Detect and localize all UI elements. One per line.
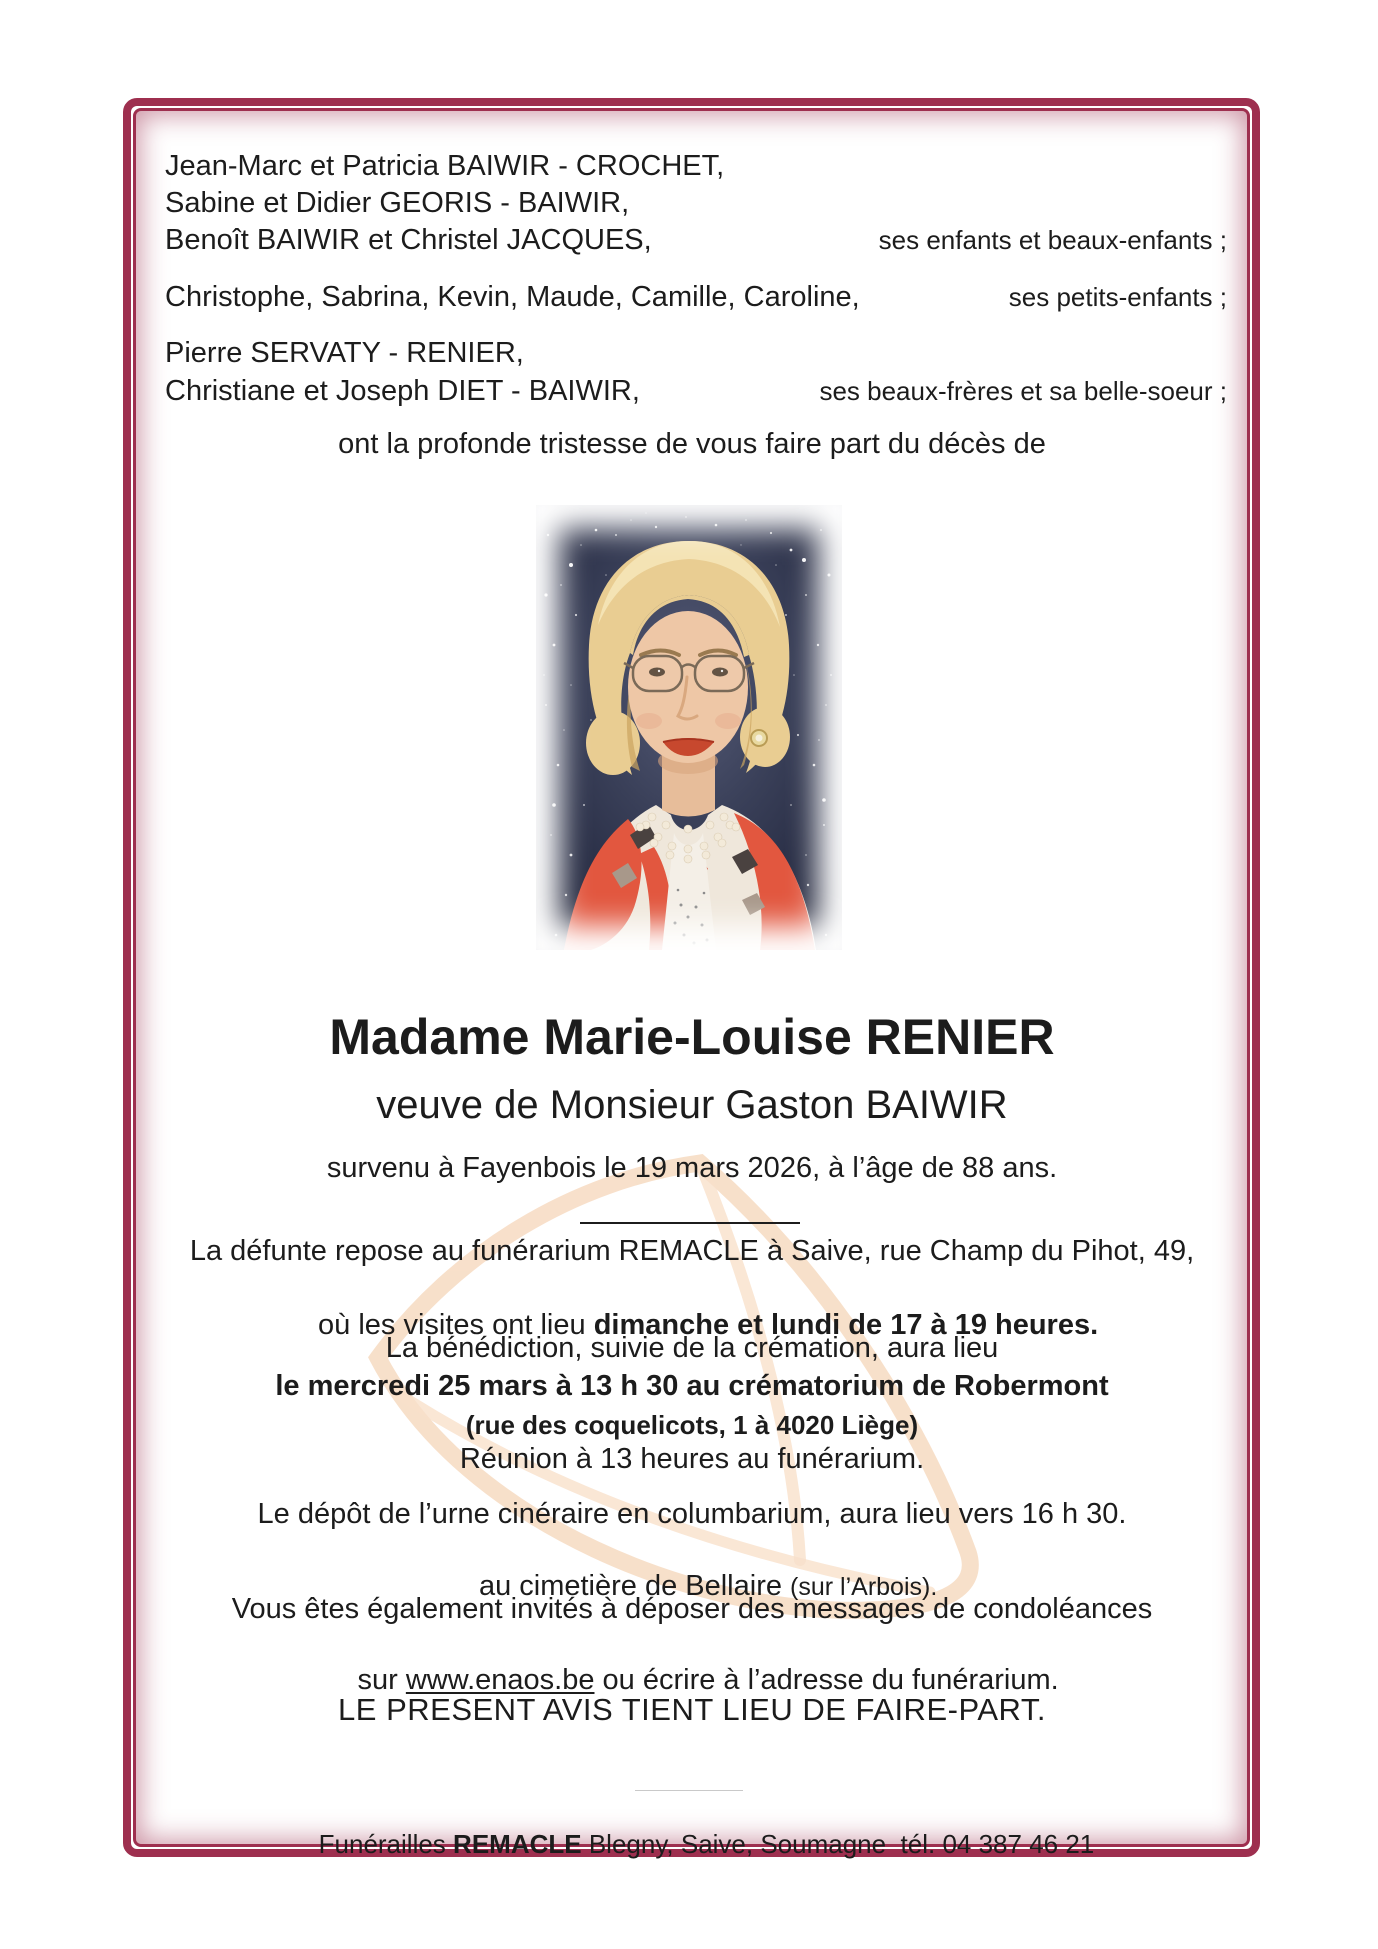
footer-pre: Funérailles bbox=[318, 1829, 454, 1859]
urn-cemetery: au cimetière de Bellaire bbox=[478, 1570, 791, 1602]
portrait-photo bbox=[536, 505, 842, 950]
footer-divider bbox=[635, 1790, 743, 1791]
family-name-line: Benoît BAIWIR et Christel JACQUES, bbox=[165, 224, 652, 256]
urn-cemetery-detail: (sur l’Arbois). bbox=[790, 1573, 938, 1601]
ceremony-meeting: Réunion à 13 heures au funérarium. bbox=[459, 1443, 925, 1475]
relation-label-in-laws: ses beaux-frères et sa belle-soeur ; bbox=[819, 376, 1227, 406]
condolences-website-link[interactable]: www.enaos.be bbox=[405, 1664, 595, 1696]
funeral-home-footer bbox=[62, 1799, 1322, 1889]
ceremony-datetime: le mercredi 25 mars à 13 h 30 au crématorium de Robermont bbox=[275, 1370, 1109, 1402]
visitation-hours: dimanche et lundi de 17 à 19 heures. bbox=[593, 1309, 1099, 1341]
death-info: survenu à Fayenbois le 19 mars 2026, à l’âge de 88 ans. bbox=[326, 1152, 1058, 1184]
condolences-pre: sur bbox=[357, 1664, 406, 1696]
family-name-line: Pierre SERVATY - RENIER, bbox=[165, 337, 524, 369]
relation-label-grandchildren: ses petits-enfants ; bbox=[1008, 282, 1227, 312]
faire-part-notice: LE PRESENT AVIS TIENT LIEU DE FAIRE-PART. bbox=[338, 1692, 1046, 1727]
announcement-intro: ont la profonde tristesse de vous faire part du décès de bbox=[338, 428, 1046, 460]
family-name-line: Jean-Marc et Patricia BAIWIR - CROCHET, bbox=[165, 150, 725, 182]
ceremony-line-1: La bénédiction, suivie de la crémation, aura lieu bbox=[385, 1332, 999, 1364]
condolences-line-1: Vous êtes également invités à déposer des messages de condoléances bbox=[231, 1593, 1153, 1625]
family-name-line: Christiane et Joseph DIET - BAIWIR, bbox=[165, 375, 640, 407]
deceased-name: Madame Marie-Louise RENIER bbox=[329, 1009, 1055, 1065]
visitation-line-1: La défunte repose au funérarium REMACLE à Saive, rue Champ du Pihot, 49, bbox=[189, 1235, 1195, 1267]
family-name-line: Sabine et Didier GEORIS - BAIWIR, bbox=[165, 187, 630, 219]
urn-line-1: Le dépôt de l’urne cinéraire en columbarium, aura lieu vers 16 h 30. bbox=[257, 1498, 1127, 1530]
visitation-line-2-text: où les visites ont lieu bbox=[318, 1309, 594, 1341]
footer-post: Blegny, Saive, Soumagne tél. 04 387 46 21 bbox=[581, 1829, 1095, 1859]
footer-brand: REMACLE bbox=[453, 1829, 582, 1859]
relation-label-children: ses enfants et beaux-enfants ; bbox=[878, 225, 1227, 255]
condolences-post: ou écrire à l’adresse du funérarium. bbox=[594, 1664, 1059, 1696]
ceremony-address: (rue des coquelicots, 1 à 4020 Liège) bbox=[465, 1410, 919, 1440]
deceased-widow-of: veuve de Monsieur Gaston BAIWIR bbox=[376, 1083, 1008, 1127]
family-name-line: Christophe, Sabrina, Kevin, Maude, Camille, Caroline, bbox=[165, 281, 860, 313]
separator-line bbox=[580, 1222, 800, 1224]
